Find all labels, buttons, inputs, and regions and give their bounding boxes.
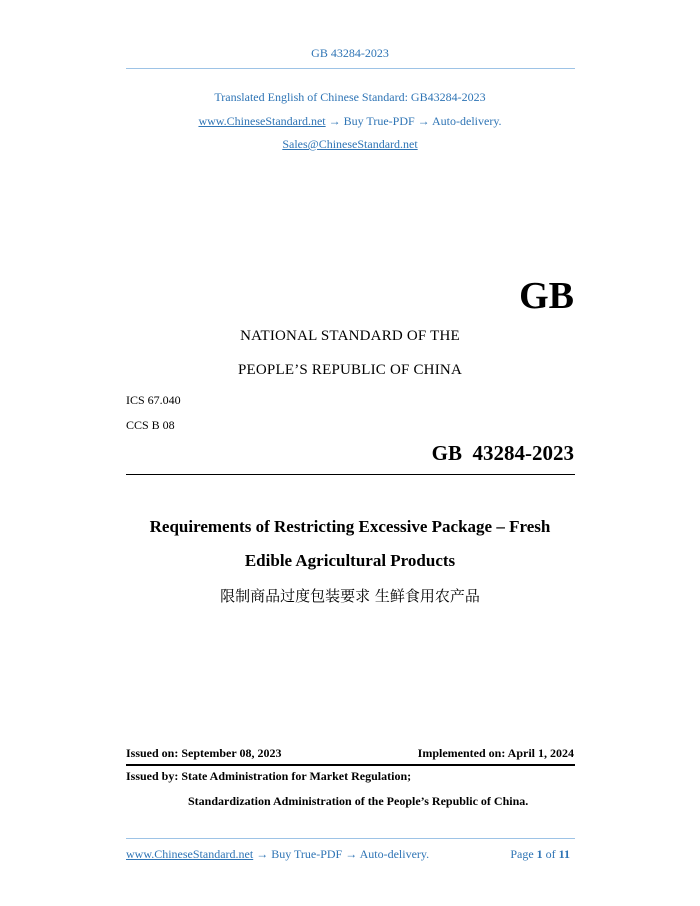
footer-links: [126, 847, 429, 862]
arrow-icon: →: [325, 114, 344, 128]
promo-line: Translated English of Chinese Standard: GB43284-2023: [214, 90, 486, 104]
footer-site-link[interactable]: www.ChineseStandard.net: [126, 847, 254, 861]
standard-number-rule: [126, 474, 575, 475]
promo-email-row: [0, 137, 700, 152]
of-label: of: [545, 847, 556, 861]
issue-rule: [126, 764, 575, 766]
title-line-1: Requirements of Restricting Excessive Package – Fresh: [149, 517, 551, 536]
promo-links: [0, 114, 700, 129]
national-standard-line-2: PEOPLE’S REPUBLIC OF CHINA: [238, 362, 462, 378]
ccs-code: CCS B 08: [126, 418, 175, 432]
page-indicator: [510, 847, 570, 862]
issued-by-1: Issued by: State Administration for Market Regulation;: [126, 769, 412, 783]
arrow-icon: →: [342, 847, 360, 861]
delivery-text: Auto-delivery.: [432, 114, 502, 128]
gb-mark: GB: [519, 275, 574, 317]
footer-delivery-text: Auto-delivery.: [359, 847, 430, 861]
buy-text: Buy True-PDF: [343, 114, 415, 128]
arrow-icon: →: [253, 847, 272, 861]
title-line-2: Edible Agricultural Products: [244, 551, 456, 570]
header-divider: [126, 68, 575, 69]
footer-divider: [126, 838, 575, 839]
issued-on: Issued on: September 08, 2023: [126, 746, 282, 760]
email-link[interactable]: Sales@ChineseStandard.net: [282, 137, 418, 151]
footer-buy-text: Buy True-PDF: [271, 847, 343, 861]
header-code: GB 43284-2023: [311, 46, 389, 60]
arrow-icon: →: [414, 114, 433, 128]
title-chinese: 限制商品过度包装要求 生鲜食用农产品: [220, 587, 480, 605]
page-number: 1: [536, 847, 543, 861]
page-label: Page: [510, 847, 534, 861]
national-standard-line-1: NATIONAL STANDARD OF THE: [240, 328, 460, 344]
implemented-on: Implemented on: April 1, 2024: [417, 746, 574, 760]
issued-by-2: Standardization Administration of the People’s Republic of China.: [188, 794, 529, 808]
page-total: 11: [558, 847, 570, 861]
ics-code: ICS 67.040: [126, 393, 181, 407]
standard-number: GB 43284-2023: [431, 441, 574, 465]
site-link[interactable]: www.ChineseStandard.net: [198, 114, 326, 128]
